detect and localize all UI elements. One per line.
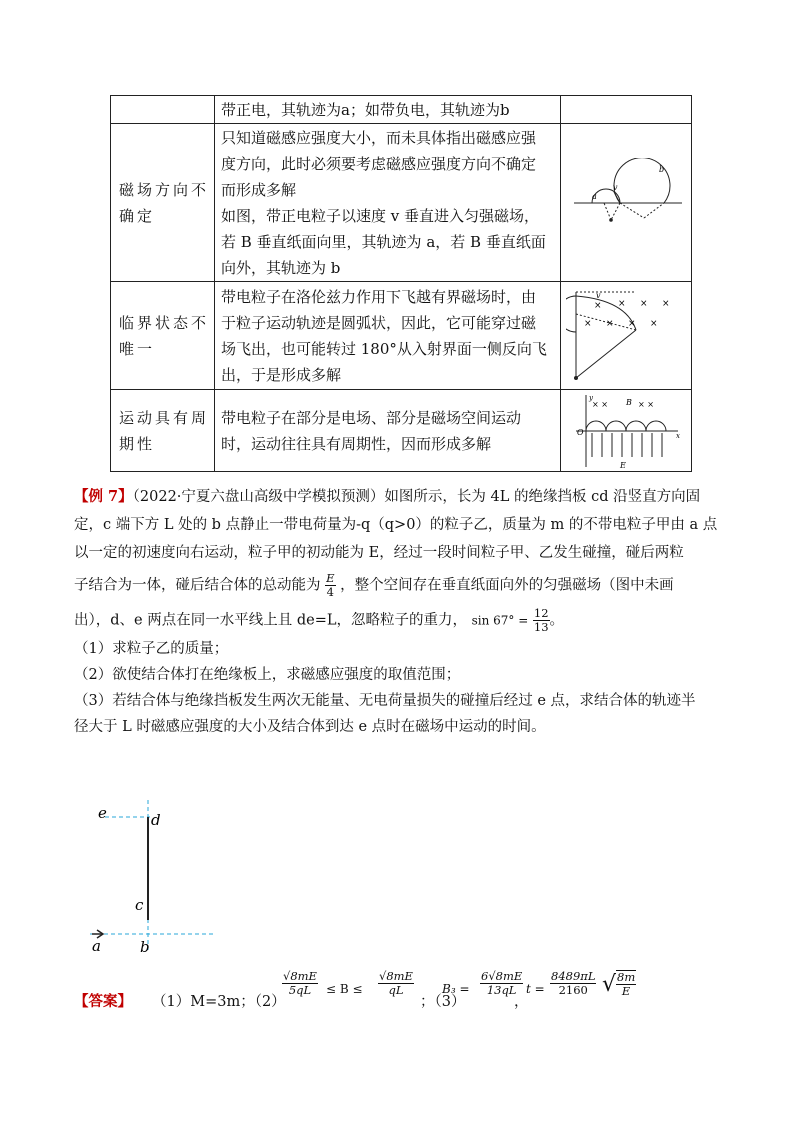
row3-label: 运动具有周 期性 [119, 408, 210, 453]
fig-label-O: O [577, 427, 584, 437]
table-row [111, 282, 692, 390]
answer-tag: 【答案】 [74, 993, 132, 1010]
b3-fraction: $\frac{6√8mE}{13qL}$ [481, 969, 523, 997]
svg-text:×: × [640, 298, 648, 309]
multi-solution-table [110, 95, 692, 472]
svg-text:× ×: × × [638, 399, 654, 409]
row2-label: 临界状态不 唯一 [119, 313, 210, 358]
range-left-fraction: $\frac{√8mE}{5qL}$ [283, 969, 317, 997]
row3-text: 带电粒子在部分是电场、部分是磁场空间运动 时，运动往往具有周期性，因而形成多解 [221, 408, 522, 453]
example-text: 【例 7】（2022·宁夏六盘山高级中学模拟预测）如图所示，长为 4L 的绝缘挡板 cd 沿竖直方向固 定，c 端下方 L 处的 b 点静止一带电荷量为-q（q>0）的粒子乙，质量为 m 的不带电粒子甲由 a 点 以一定的初速度向右运动，粒子甲的初动能为 E，经过一段时间粒子甲、乙发生碰撞，碰后两粒 子结合为一体，碰后结合体的总动能为 $\frac{E}{4}$ ，整个空间存在垂直纸面向外的匀强磁场（图中未画 出），d、e 两点在同一水平线上且 de=L，忽略粒子的重力， sin 67° = $\frac{12}{13}$ 。 （1）求粒子乙的质量； （2）欲使结合体打在绝缘板上，求磁感应强度的取值范围； （3）若结合体与绝缘挡板发生两次无能量、无电荷量损失的碰撞后经过 e 点，求结合体的轨迹半 径大于 L 时磁感应强度的大小及结合体到达 e 点时在磁场中运动的时间。 [74, 488, 718, 735]
svg-text:× ×: × × [592, 399, 608, 409]
example-figure [80, 800, 240, 960]
fig-label-x: x [676, 431, 680, 440]
answer-block: 【答案】 （1）M=3m；（2） $\frac{√8mE}{5qL}$ ≤ B ≤ $\frac{√8mE}{qL}$ ；（3） B₃ = $\frac{6√8mE}{13qL}$ ， t = $\frac{8489\pi L}{2160}$ √ $\frac{8m}{E}$ [74, 969, 636, 1010]
table-row [111, 124, 692, 282]
svg-text:×: × [628, 318, 636, 329]
svg-text:×: × [662, 298, 670, 309]
periodic-motion-figure [566, 391, 686, 471]
row1-label: 磁场方向不 确定 [119, 180, 210, 225]
sin-fraction: $\frac{12}{13}$ [533, 606, 549, 634]
sqrt-icon: √ [602, 972, 617, 997]
point-e-label: e [98, 804, 107, 822]
row0-text: 带正电，其轨迹为a；如带负电，其轨迹为b [221, 100, 510, 119]
time-fraction: $\frac{8489\pi L}{2160}$ [551, 969, 596, 997]
fig-label-y: y [589, 393, 593, 402]
fig-label-B: B [626, 397, 632, 407]
fig-label-a: a [592, 191, 597, 201]
svg-text:×: × [650, 318, 658, 329]
svg-text:×: × [606, 318, 614, 329]
table-row [111, 390, 692, 472]
svg-text:×: × [584, 318, 592, 329]
svg-text:×: × [618, 298, 626, 309]
table-row [111, 96, 692, 124]
svg-text:×: × [594, 300, 602, 311]
example-tag: 【例 7】 [74, 488, 133, 505]
direction-uncertain-figure [566, 158, 686, 248]
fig-label-v2: v [596, 290, 601, 300]
range-right-fraction: $\frac{√8mE}{qL}$ [379, 969, 413, 997]
fig-label-v: v [613, 182, 618, 192]
point-c-label: c [135, 896, 144, 914]
point-d-label: d [151, 811, 161, 829]
point-b-label: b [140, 938, 150, 956]
row1-text: 只知道磁感应强度大小，而未具体指出磁感应强 度方向，此时必须要考虑磁感应强度方向不确定 而形成多解 如图，带正电粒子以速度 v 垂直进入匀强磁场， 若 B 垂直纸面向里，其轨迹为 a，若 B 垂直纸面 向外，其轨迹为 b [221, 128, 546, 277]
sqrt-fraction: $\frac{8m}{E}$ [617, 970, 636, 998]
row2-text: 带电粒子在洛伦兹力作用下飞越有界磁场时，由 于粒子运动轨迹是圆弧状，因此，它可能穿过磁 场飞出，也可能转过 180°从入射界面一侧反向飞 出，于是形成多解 [221, 287, 547, 384]
fig-label-E: E [620, 460, 626, 470]
point-a-label: a [92, 937, 101, 955]
critical-state-figure [566, 286, 686, 386]
e-over-4-fraction: $\frac{E}{4}$ [326, 571, 335, 599]
fig-label-b: b [659, 164, 665, 174]
